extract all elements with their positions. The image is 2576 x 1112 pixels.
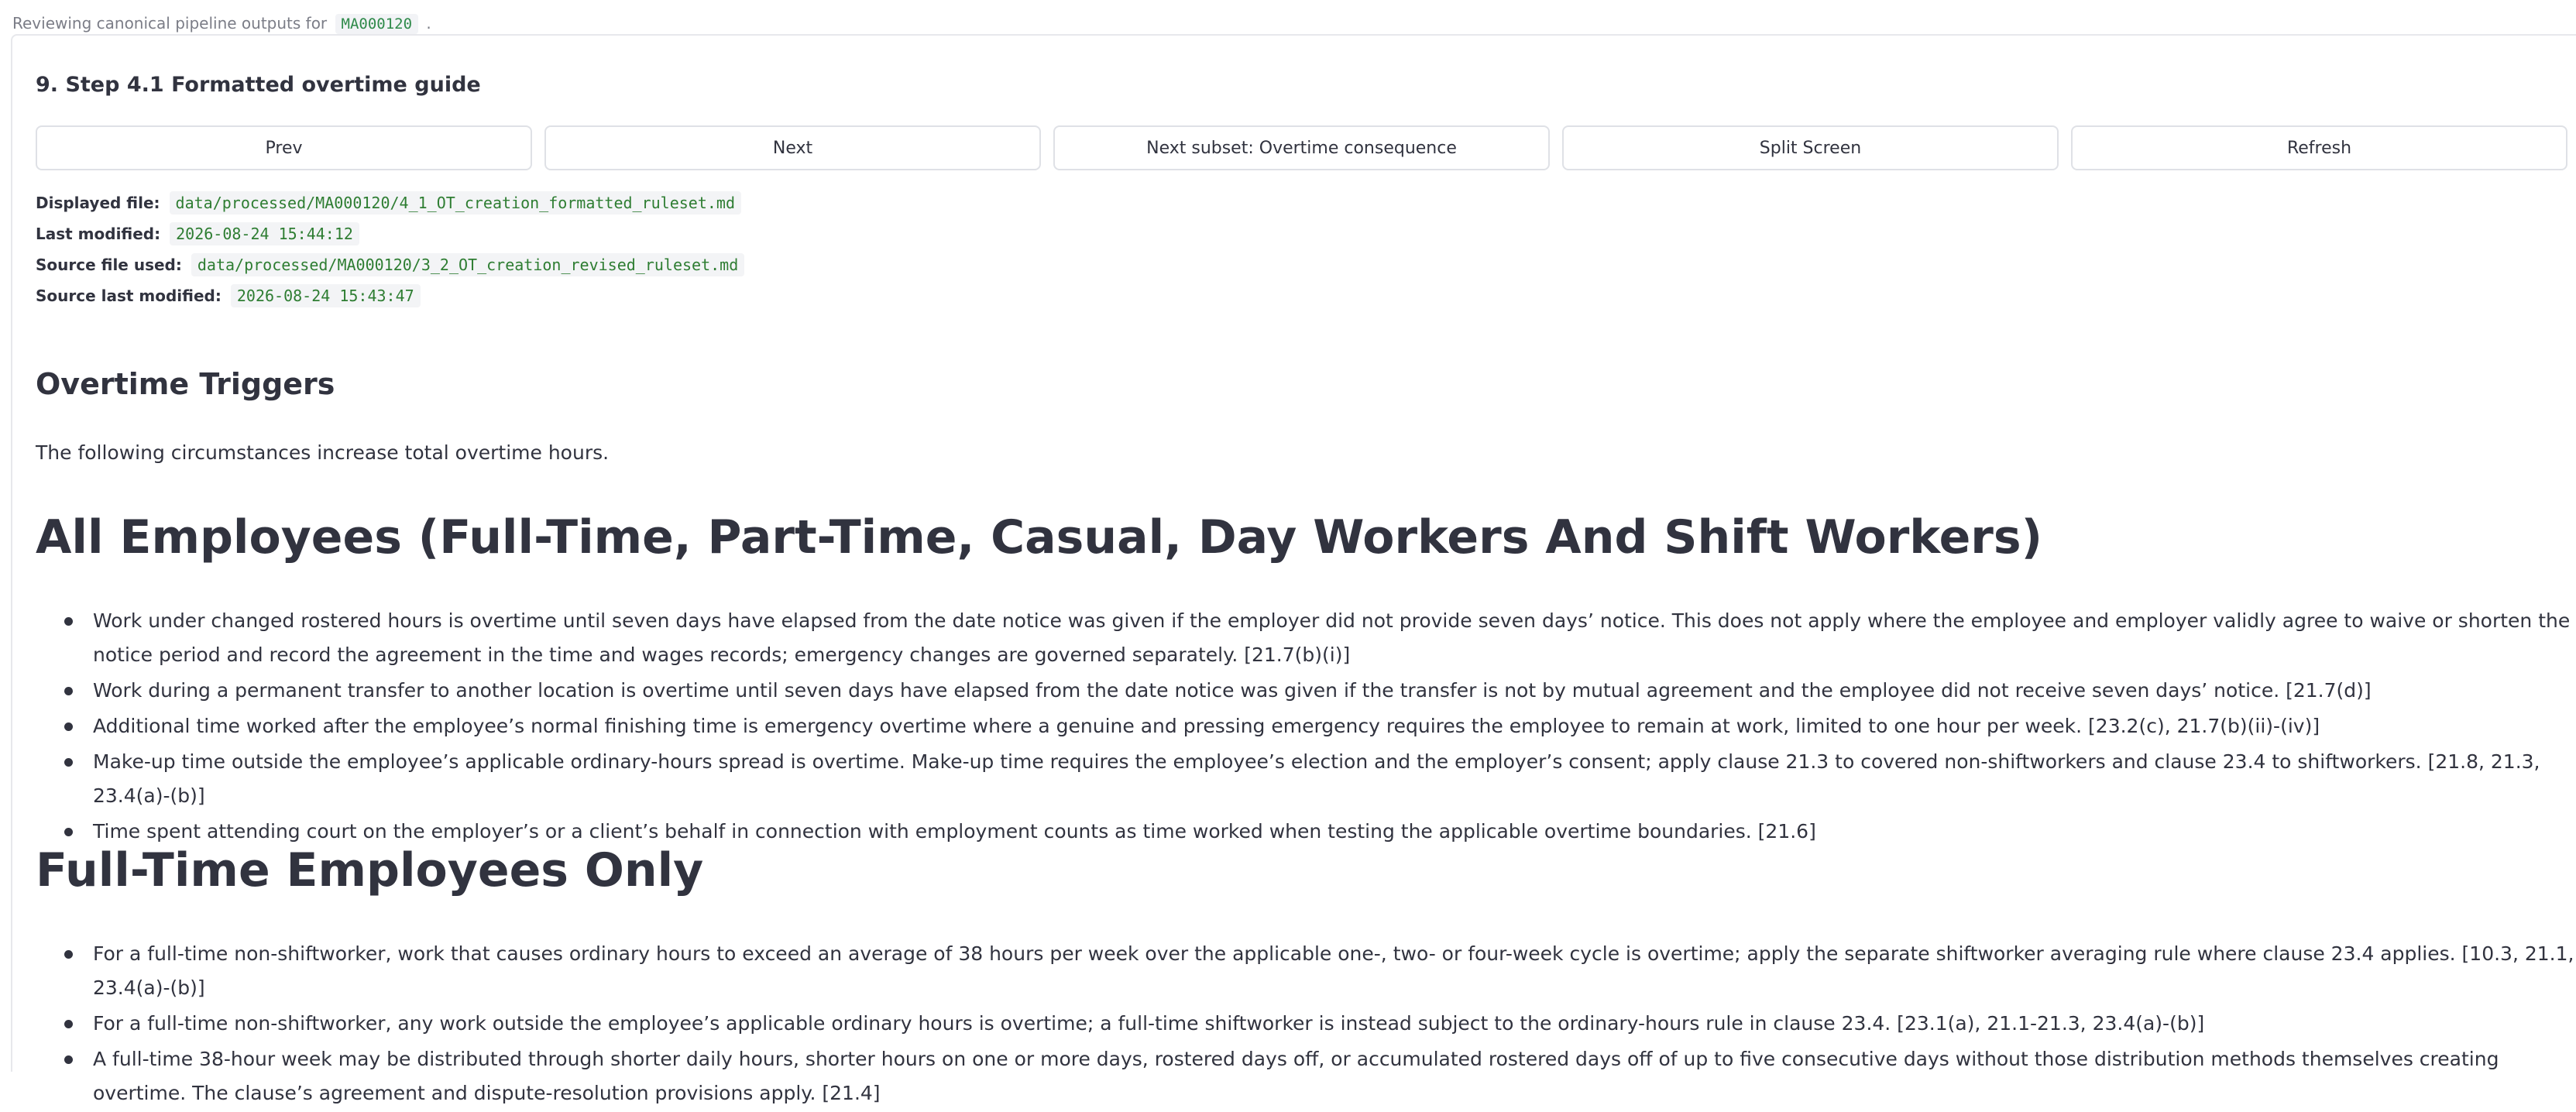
page-caption [12, 14, 431, 33]
rule-list-all-employees [36, 604, 2576, 850]
caption-text: Reviewing canonical pipeline outputs for [12, 14, 328, 33]
prev-button[interactable]: Prev [36, 125, 532, 170]
list-item: Additional time worked after the employee’s normal finishing time is emergency overtime where a genuine and pressing emergency requires the employee to remain at work, limited to one hour per week. [23.2(c), 21.7(b)(ii)-(iv)] [93, 709, 2576, 743]
caption-period: . [426, 14, 431, 33]
last-modified-row [36, 218, 744, 249]
last-modified-value: 2026-08-24 15:44:12 [170, 222, 359, 245]
list-item: A full-time 38-hour week may be distributed through shorter daily hours, shorter hours on one or more days, rostered days off, or accumulated rostered days off of up to five consecutive days without those distribution methods themselves creating overtime. The clause’s agreement and dispute-resolution provisions apply. [21.4] [93, 1042, 2576, 1110]
document-title: Overtime Triggers [36, 367, 335, 401]
list-item: Make-up time outside the employee’s applicable ordinary-hours spread is overtime. Make-up time requires the employee’s election and the employer’s consent; apply clause 21.3 to covered non-shiftworkers and clause 23.4 to shiftworkers. [21.8, 21.3, 23.4(a)-(b)] [93, 745, 2576, 813]
section-heading-all-employees: All Employees (Full-Time, Part-Time, Casual, Day Workers And Shift Workers) [36, 510, 2043, 565]
file-metadata [36, 187, 744, 311]
navigation-button-row [36, 125, 2567, 170]
refresh-button[interactable]: Refresh [2071, 125, 2567, 170]
step-title: 9. Step 4.1 Formatted overtime guide [36, 73, 481, 97]
split-screen-button[interactable]: Split Screen [1562, 125, 2059, 170]
source-last-modified-value: 2026-08-24 15:43:47 [231, 284, 421, 307]
source-file-label: Source file used: [36, 256, 182, 274]
step-panel [11, 34, 2576, 1104]
displayed-file-path: data/processed/MA000120/4_1_OT_creation_formatted_ruleset.md [170, 191, 741, 215]
list-item: For a full-time non-shiftworker, work that causes ordinary hours to exceed an average of 38 hours per week over the applicable one-, two- or four-week cycle is overtime; apply the separate shiftworker averaging rule where clause 23.4 applies. [10.3, 21.1, 23.4(a)-(b)] [93, 937, 2576, 1005]
source-file-path: data/processed/MA000120/3_2_OT_creation_revised_ruleset.md [191, 253, 744, 276]
next-subset-button[interactable]: Next subset: Overtime consequence [1053, 125, 1550, 170]
case-id-code: MA000120 [335, 14, 419, 34]
displayed-file-row [36, 187, 744, 218]
list-item: Work under changed rostered hours is overtime until seven days have elapsed from the date notice was given if the employer did not provide seven days’ notice. This does not apply where the employee and employer validly agree to waive or shorten the notice period and record the agreement in the time and wages records; emergency changes are governed separately. [21.7(b)(i)] [93, 604, 2576, 672]
list-item: For a full-time non-shiftworker, any work outside the employee’s applicable ordinary hours is overtime; a full-time shiftworker is instead subject to the ordinary-hours rule in clause 23.4. [23.1(a), 21.1-21.3, 23.4(a)-(b)] [93, 1007, 2576, 1041]
list-item: Time spent attending court on the employer’s or a client’s behalf in connection with employment counts as time worked when testing the applicable overtime boundaries. [21.6] [93, 815, 2576, 849]
source-last-modified-row [36, 280, 744, 311]
source-last-modified-label: Source last modified: [36, 287, 222, 305]
next-button[interactable]: Next [544, 125, 1041, 170]
list-item: Work during a permanent transfer to another location is overtime until seven days have elapsed from the date notice was given if the transfer is not by mutual agreement and the employee did not receive seven days’ notice. [21.7(d)] [93, 674, 2576, 708]
displayed-file-label: Displayed file: [36, 194, 160, 212]
source-file-row [36, 249, 744, 280]
rule-list-full-time [36, 937, 2576, 1112]
last-modified-label: Last modified: [36, 225, 161, 243]
document-intro: The following circumstances increase total overtime hours. [36, 441, 610, 464]
section-heading-full-time: Full-Time Employees Only [36, 843, 704, 897]
